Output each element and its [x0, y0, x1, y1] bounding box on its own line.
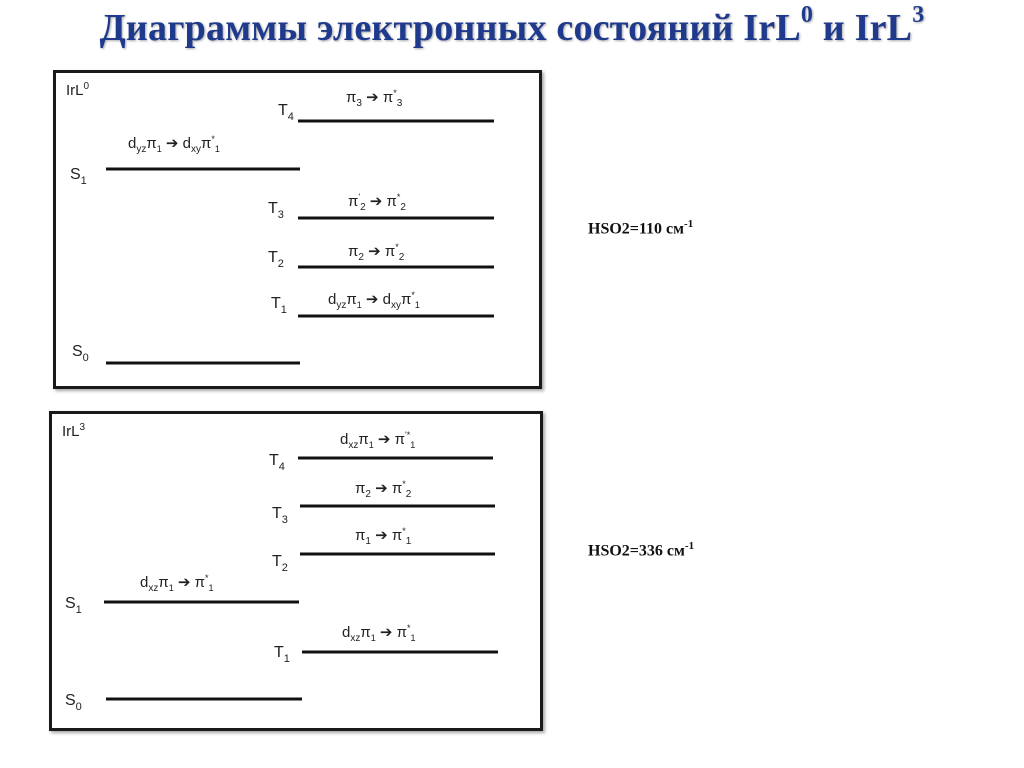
transition-label-t3: $\pi_2$ ➔ $\pi^*_2$ [355, 479, 412, 500]
transition-label-s1: $d_{yz}\pi_1$ ➔ $d_{xy}\pi^*_1$ [128, 134, 220, 155]
level-label-t3: $T_3$ [272, 505, 288, 526]
level-label-s1: $S_1$ [65, 595, 82, 616]
level-label-s1: $S_1$ [70, 166, 87, 187]
level-label-s0: $S_0$ [65, 692, 82, 713]
level-label-t3: $T_3$ [268, 200, 284, 221]
transition-label-t2: $\pi_1$ ➔ $\pi^*_1$ [355, 526, 412, 547]
level-label-t4: $T_4$ [269, 452, 285, 473]
hso2-note-irl3: HSO2=336 $см^{-1}$ [588, 540, 695, 560]
level-label-t1: $T_1$ [271, 295, 287, 316]
panel-label: IrL$^3$ [62, 422, 86, 440]
irl0-diagram-panel [53, 70, 542, 389]
transition-label-t1: $d_{yz}\pi_1$ ➔ $d_{xy}\pi^*_1$ [328, 290, 420, 311]
page-title: Диаграммы электронных состояний IrL$^0$ и IrL$^3$ [99, 2, 925, 49]
level-label-s0: $S_0$ [72, 343, 89, 364]
transition-label-t2: $\pi_2$ ➔ $\pi^*_2$ [348, 242, 405, 263]
transition-label-t1: $d_{xz}\pi_1$ ➔ $\pi^*_1$ [342, 623, 416, 644]
transition-label-t4: $\pi_3$ ➔ $\pi^*_3$ [346, 88, 403, 109]
transition-label-t4: $d_{xz}\pi_1$ ➔ $\pi^{'*}_1$ [340, 430, 416, 451]
transition-label-s1: $d_{xz}\pi_1$ ➔ $\pi^*_1$ [140, 573, 214, 594]
level-label-t2: $T_2$ [272, 553, 288, 574]
irl3-diagram-panel [49, 411, 543, 731]
level-label-t1: $T_1$ [274, 644, 290, 665]
level-label-t4: $T_4$ [278, 102, 294, 123]
irl3-energy-diagram [52, 414, 540, 728]
irl0-energy-diagram [56, 73, 539, 386]
level-label-t2: $T_2$ [268, 249, 284, 270]
transition-label-t3: $\pi'_2$ ➔ $\pi^*_2$ [348, 192, 406, 213]
panel-label: IrL$^0$ [66, 81, 90, 99]
hso2-note-irl0: HSO2=110 $см^{-1}$ [588, 218, 694, 238]
